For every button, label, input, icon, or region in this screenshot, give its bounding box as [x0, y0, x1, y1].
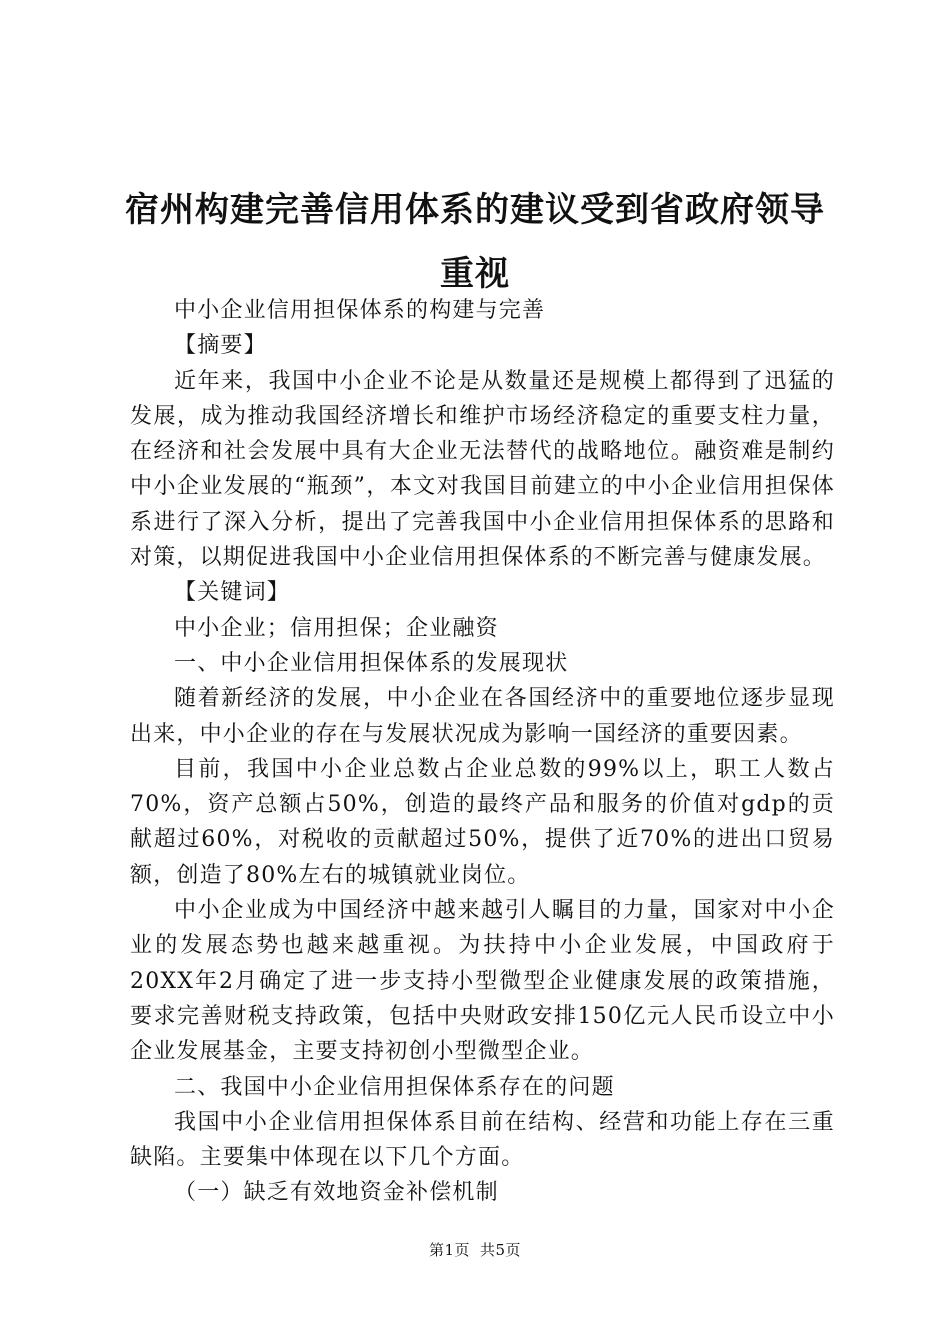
paragraph-keywords-heading: 【关键词】	[174, 580, 291, 606]
paragraph-abstract-heading: 【摘要】	[174, 333, 267, 359]
paragraph: 我国中小企业信用担保体系目前在结构、经营和功能上存在三重缺陷。主要集中体现在以下几个方面。	[130, 1109, 835, 1171]
paragraph-keywords: 中小企业；信用担保；企业融资	[174, 615, 499, 641]
paragraph: 随着新经济的发展，中小企业在各国经济中的重要地位逐步显现出来，中小企业的存在与发展状况成为影响一国经济的重要因素。	[130, 686, 835, 747]
page-footer	[0, 1240, 950, 1260]
paragraph: 目前，我国中小企业总数占企业总数的99%以上，职工人数占70%，资产总额占50%，创造的最终产品和服务的价值对gdp的贡献超过60%，对税收的贡献超过50%，提供了近70%的进出口贸易额，创造了80%左右的城镇就业岗位。	[130, 756, 835, 888]
document-body	[130, 293, 835, 1211]
section-heading-2: 二、我国中小企业信用担保体系存在的问题	[174, 1074, 615, 1100]
page-number: 第1页	[428, 1241, 470, 1259]
page-total: 共5页	[480, 1241, 522, 1259]
paragraph-abstract: 近年来，我国中小企业不论是从数量还是规模上都得到了迅猛的发展，成为推动我国经济增长和维护市场经济稳定的重要支柱力量，在经济和社会发展中具有大企业无法替代的战略地位。融资难是制约中小企业发展的“瓶颈”，本文对我国目前建立的中小企业信用担保体系进行了深入分析，提出了完善我国中小企业信用担保体系的思路和对策，以期促进我国中小企业信用担保体系的不断完善与健康发展。	[130, 368, 835, 571]
paragraph-subtitle: 中小企业信用担保体系的构建与完善	[174, 298, 546, 323]
document-title: 宿州构建完善信用体系的建议受到省政府领导重视	[125, 190, 825, 294]
subsection-heading-1: （一）缺乏有效地资金补偿机制	[174, 1180, 499, 1206]
section-heading-1: 一、中小企业信用担保体系的发展现状	[174, 650, 569, 676]
paragraph: 中小企业成为中国经济中越来越引人瞩目的力量，国家对中小企业的发展态势也越来越重视。为扶持中小企业发展，中国政府于20XX年2月确定了进一步支持小型微型企业健康发展的政策措施，要求完善财税支持政策，包括中央财政安排150亿元人民币设立中小企业发展基金，主要支持初创小型微型企业。	[130, 898, 835, 1065]
